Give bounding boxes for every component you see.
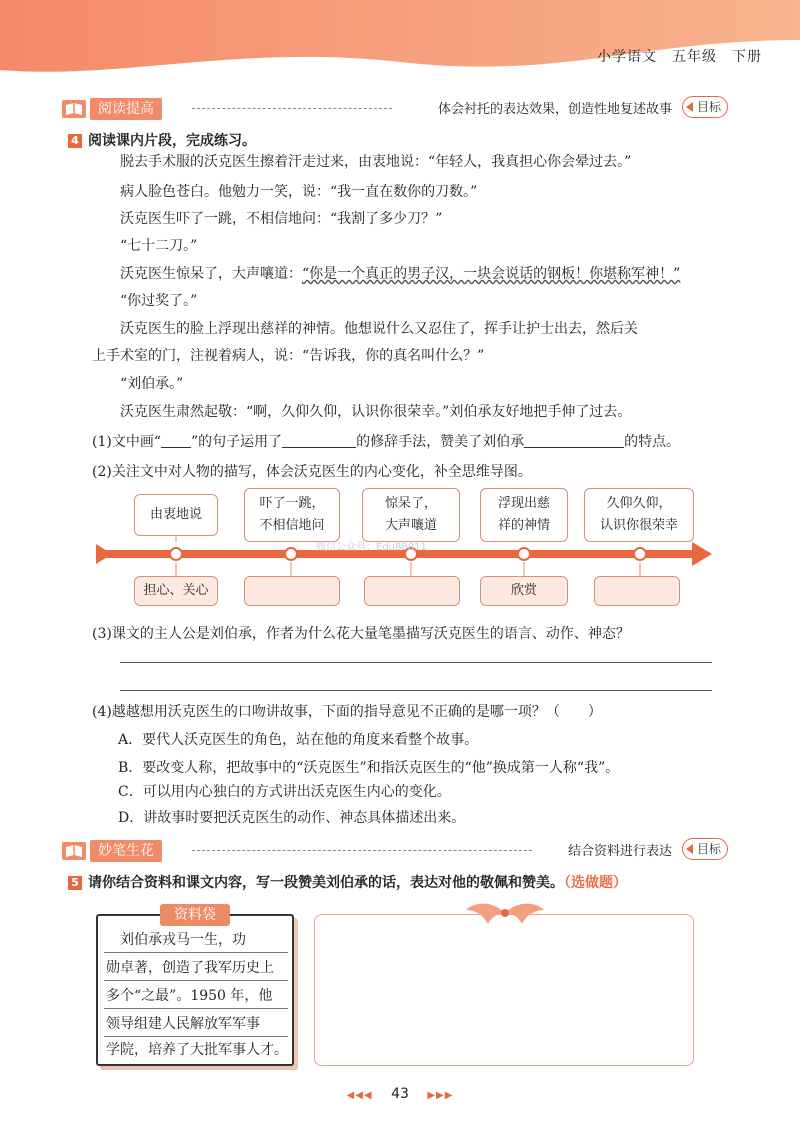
goal-tag: 目标: [682, 838, 728, 860]
mindmap-blank-node[interactable]: [594, 576, 680, 606]
mindmap-bottom-node: 担心、关心: [134, 576, 218, 606]
section-badge: [60, 838, 162, 864]
sub-question-3: (3)课文的主人公是刘伯承，作者为什么花大量笔墨描写沃克医生的语言、动作、神态？: [92, 626, 630, 642]
passage-line: “七十二刀。”: [120, 238, 198, 254]
section-header-writing: [60, 838, 728, 866]
writing-area[interactable]: [314, 914, 694, 1066]
sub-question-1: [92, 432, 680, 452]
passage-line: 脱去手术服的沃克医生擦着汗走过来，由衷地说：“年轻人，我真担心你会晕过去。”: [120, 154, 632, 170]
top-banner: [0, 0, 800, 90]
left-arrows-icon: ◀◀◀: [346, 1090, 373, 1101]
passage-line: 沃克医生吓了一跳，不相信地问：“我割了多少刀？”: [120, 211, 443, 227]
mindmap-blank-node[interactable]: [364, 576, 460, 606]
rule-line: [104, 1008, 288, 1009]
sub-question-text: 的修辞手法，赞美了刘伯承: [356, 434, 525, 450]
mindmap-blank-node[interactable]: [244, 576, 340, 606]
material-title: 资料袋: [160, 904, 230, 926]
right-arrows-icon: ▶▶▶: [427, 1090, 454, 1101]
section-goal: 结合资料进行表达: [567, 844, 672, 859]
passage-line: 病人脸色苍白。他勉力一笑，说：“我一直在数你的刀数。”: [120, 184, 478, 200]
question-number: 4: [68, 134, 82, 148]
answer-blank[interactable]: [282, 434, 356, 448]
section-goal: 体会衬托的表达效果，创造性地复述故事: [437, 102, 672, 117]
book-icon: [60, 839, 90, 863]
mindmap-top-node: 由衷地说: [134, 494, 218, 536]
material-line: 勋卓著，创造了我军历史上: [106, 960, 274, 976]
sub-question-text: (1)文中画“: [92, 434, 161, 450]
page-number: 43: [391, 1086, 409, 1102]
passage-text: 沃克医生惊呆了，大声嚷道：: [120, 266, 302, 282]
dashed-divider: [192, 850, 532, 851]
goal-tag: 目标: [682, 96, 728, 118]
passage-line: 沃克医生肃然起敬：“啊，久仰久仰，认识你很荣幸。”刘伯承友好地把手伸了过去。: [120, 404, 632, 420]
question-text: 请你结合资料和课文内容，写一段赞美刘伯承的话，表达对他的敬佩和赞美。: [88, 875, 564, 891]
material-line: 多个“之最”。1950 年，他: [106, 988, 273, 1004]
sub-question-text: 的特点。: [624, 434, 681, 450]
optional-tag: （选做题）: [564, 875, 627, 891]
passage-line: “你过奖了。”: [120, 293, 198, 309]
rule-line: [104, 1036, 288, 1037]
book-icon: [60, 97, 90, 121]
section-label: 阅读提高: [90, 98, 162, 120]
page-footer: [0, 1086, 800, 1102]
answer-line[interactable]: [120, 662, 712, 663]
material-line: 领导组建人民解放军军事: [106, 1016, 260, 1032]
material-line: 学院，培养了大批军事人才。: [106, 1042, 288, 1058]
rule-line: [104, 952, 288, 953]
answer-line[interactable]: [120, 690, 712, 691]
question-5-title: [68, 872, 627, 892]
mindmap-top-node: 惊呆了， 大声嚷道: [362, 488, 460, 542]
underlined-sentence: “你是一个真正的男子汉，一块会说话的钢板！你堪称军神！”: [302, 266, 681, 282]
section-label: 妙笔生花: [90, 840, 162, 862]
question-number: 5: [68, 876, 82, 890]
passage-line: 沃克医生的脸上浮现出慈祥的神情。他想说什么又忍住了，挥手让护士出去，然后关: [120, 321, 638, 337]
rule-line: [104, 980, 288, 981]
mindmap-bottom-node: 欣赏: [480, 576, 568, 606]
option-d[interactable]: D．讲故事时要把沃克医生的动作、神态具体描述出来。: [118, 810, 466, 826]
section-badge: [60, 96, 162, 122]
mindmap-top-node: 久仰久仰， 认识你很荣幸: [584, 488, 694, 542]
mindmap-top-node: 吓了一跳， 不相信地问: [244, 488, 340, 542]
passage-line: [120, 264, 680, 284]
watermark: 微信公众号：Edu88811: [316, 542, 427, 553]
answer-blank[interactable]: [161, 434, 191, 448]
dashed-divider: [192, 108, 392, 109]
material-line: 刘伯承戎马一生，功: [106, 932, 246, 948]
answer-blank[interactable]: [524, 434, 624, 448]
material-box: [96, 907, 294, 1066]
mindmap-top-node: 浮现出慈 祥的神情: [480, 488, 568, 542]
question-4-title: [68, 130, 256, 150]
question-text: 阅读课内片段，完成练习。: [88, 133, 256, 149]
sub-question-2: (2)关注文中对人物的描写，体会沃克医生的内心变化，补全思维导图。: [92, 464, 532, 480]
option-c[interactable]: C．可以用内心独白的方式讲出沃克医生内心的变化。: [118, 784, 451, 800]
passage-line: “刘伯承。”: [120, 376, 184, 392]
sub-question-text: ”的句子运用了: [191, 434, 283, 450]
sub-question-4: (4)越越想用沃克医生的口吻讲故事，下面的指导意见不正确的是哪一项？（ ）: [92, 704, 602, 720]
book-title: 小学语文 五年级 下册: [597, 49, 762, 65]
passage-line: 上手术室的门，注视着病人，说：“告诉我，你的真名叫什么？”: [92, 348, 485, 364]
option-a[interactable]: A．要代人沃克医生的角色，站在他的角度来看整个故事。: [118, 732, 479, 748]
option-b[interactable]: B．要改变人称，把故事中的“沃克医生”和指沃克医生的“他”换成第一人称“我”。: [118, 760, 620, 776]
ribbon-ornament-icon: [462, 898, 548, 928]
section-header-reading: [60, 96, 728, 124]
